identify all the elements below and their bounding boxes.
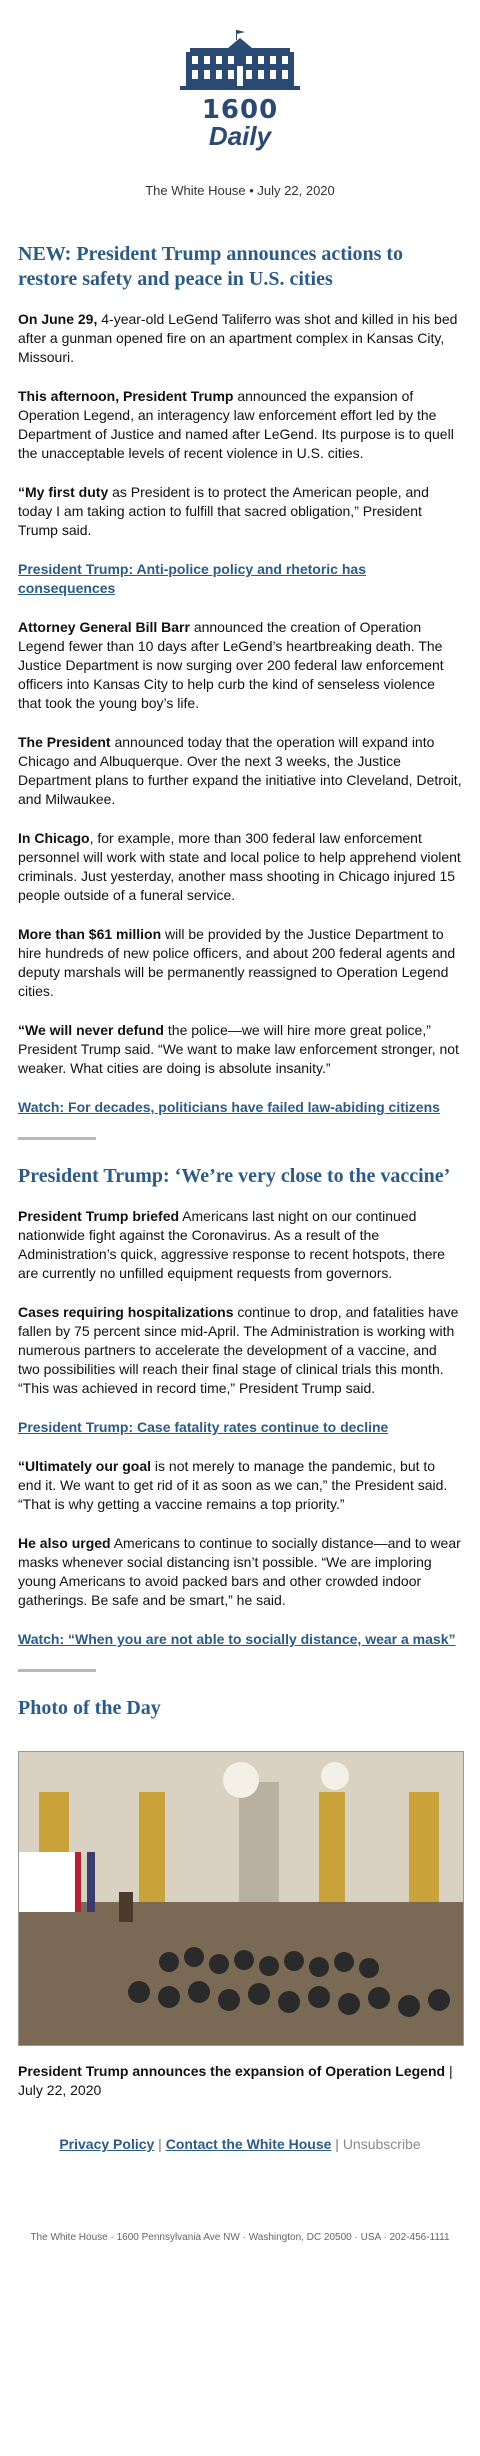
- paragraph-text: continue to drop, and fatalities have fallen by 75 percent since mid-April. The Administration is working with numerous partners to accelerate the development of a vaccine, and two possibilities will reach their final stage of clinical trials this month. “This was achieved in record time,” President Trump said.: [18, 1304, 459, 1396]
- caption-title: President Trump announces the expansion of Operation Legend: [18, 2063, 446, 2079]
- paragraph: [18, 1303, 462, 1398]
- contact-link[interactable]: Contact the White House: [165, 2136, 332, 2152]
- paragraph: [18, 733, 462, 809]
- paragraph: [18, 387, 462, 463]
- paragraph-lead: On June 29,: [18, 311, 98, 327]
- white-house-icon: [170, 28, 310, 92]
- paragraph: [18, 829, 462, 905]
- watch-mask-link[interactable]: Watch: “When you are not able to socially distance, wear a mask”: [18, 1631, 456, 1647]
- paragraph-lead: This afternoon, President Trump: [18, 388, 234, 404]
- link-line: [18, 560, 462, 598]
- section-title: President Trump: ‘We’re very close to the vaccine’: [18, 1165, 451, 1187]
- paragraph-lead: “We will never defund: [18, 1022, 164, 1038]
- paragraph-lead: The President: [18, 734, 111, 750]
- unsubscribe-link[interactable]: Unsubscribe: [342, 2136, 421, 2152]
- paragraph-text: , for example, more than 300 federal law enforcement personnel will work with state and local police to help apprehend violent criminals. Just yesterday, another mass shooting in Chicago injured 15 people outside of a funeral service.: [18, 830, 461, 903]
- paragraph: [18, 483, 462, 540]
- paragraph-text: Americans to continue to socially distance—and to wear masks whenever social distancing isn’t possible. “We are imploring young Americans to avoid packed bars and other crowded indoor gatherings. Be safe and be smart,” he said.: [18, 1535, 461, 1608]
- divider: [18, 1137, 96, 1140]
- photo-image: [19, 1752, 463, 2045]
- logo[interactable]: [170, 28, 310, 149]
- section-title: NEW: President Trump announces actions to restore safety and peace in U.S. cities: [18, 243, 404, 290]
- email-header: [0, 0, 480, 198]
- divider: [18, 1669, 96, 1672]
- paragraph: [18, 618, 462, 713]
- link-line: [18, 1630, 462, 1649]
- section-photo: [0, 1696, 480, 2243]
- logo-word: Daily: [208, 121, 272, 151]
- paragraph: [18, 310, 462, 367]
- anti-police-link[interactable]: President Trump: Anti-police policy and rhetoric has consequences: [18, 561, 366, 596]
- paragraph-text: as President is to protect the American people, and today I am taking action to fulfill that sacred obligation,” President Trump said.: [18, 484, 429, 538]
- paragraph-text: announced the creation of Operation Legend fewer than 10 days after LeGend’s heartbreaking death. The Justice Department is now surging over 200 federal law enforcement officers into Kansas City to help curb the kind of senseless violence that took the young boy’s life.: [18, 619, 444, 711]
- section-operation-legend: [0, 242, 480, 1140]
- link-line: [18, 1098, 462, 1117]
- footer-separator: |: [154, 2136, 166, 2152]
- photo-of-the-day[interactable]: [18, 1751, 464, 2046]
- paragraph-lead: “Ultimately our goal: [18, 1458, 152, 1474]
- paragraph-text: announced the expansion of Operation Legend, an interagency law enforcement effort led by the Department of Justice and named after LeGend. Its purpose is to quell the unacceptable levels of recent violence in U.S. cities.: [18, 388, 454, 461]
- section-vaccine: [0, 1164, 480, 1672]
- footer-links: [18, 2136, 462, 2152]
- paragraph-text: will be provided by the Justice Department to hire hundreds of new police officers, and about 200 federal agents and deputy marshals will be permanently reassigned to Operation Legend cities.: [18, 926, 456, 999]
- paragraph-lead: He also urged: [18, 1535, 111, 1551]
- paragraph-lead: In Chicago: [18, 830, 90, 846]
- logo-number: 1600: [201, 95, 279, 125]
- paragraph-text: 4-year-old LeGend Taliferro was shot and killed in his bed after a gunman opened fire on an apartment complex in Kansas City, Missouri.: [18, 311, 458, 365]
- paragraph-lead: Attorney General Bill Barr: [18, 619, 190, 635]
- privacy-policy-link[interactable]: Privacy Policy: [59, 2136, 155, 2152]
- footer-separator: |: [331, 2136, 343, 2152]
- paragraph-lead: More than $61 million: [18, 926, 162, 942]
- paragraph-text: announced today that the operation will expand into Chicago and Albuquerque. Over the next 3 weeks, the Justice Department plans to further expand the initiative into Cleveland, Detroit, and Milwaukee.: [18, 734, 462, 807]
- watch-politicians-link[interactable]: Watch: For decades, politicians have failed law-abiding citizens: [18, 1099, 440, 1115]
- photo-caption: [18, 2062, 462, 2100]
- paragraph-lead: Cases requiring hospitalizations: [18, 1304, 234, 1320]
- paragraph: [18, 1021, 462, 1078]
- caption-date: | July 22, 2020: [18, 2063, 453, 2098]
- paragraph-lead: “My first duty: [18, 484, 109, 500]
- case-fatality-link[interactable]: President Trump: Case fatality rates continue to decline: [18, 1419, 389, 1435]
- section-title: Photo of the Day: [18, 1697, 161, 1719]
- paragraph-lead: President Trump briefed: [18, 1208, 180, 1224]
- dateline: The White House • July 22, 2020: [145, 183, 335, 198]
- link-line: [18, 1418, 462, 1437]
- paragraph-text: is not merely to manage the pandemic, but to end it. We want to get rid of it as soon as we can,” the President said. “That is why getting a vaccine remains a top priority.”: [18, 1458, 448, 1512]
- paragraph: [18, 1457, 462, 1514]
- paragraph-text: the police—we will hire more great police,” President Trump said. “We want to make law enforcement stronger, not weaker. What cities are doing is absolute insanity.”: [18, 1022, 459, 1076]
- logo-wordmark: [170, 96, 310, 149]
- footer-address: The White House · 1600 Pennsylvania Ave NW · Washington, DC 20500 · USA · 202-456-1111: [30, 2232, 450, 2243]
- paragraph-text: Americans last night on our continued nationwide fight against the Coronavirus. As a result of the Administration’s quick, aggressive response to recent hotspots, there are currently no unfilled equipment requests from governors.: [18, 1208, 445, 1281]
- paragraph: [18, 1534, 462, 1610]
- paragraph: [18, 1207, 462, 1283]
- paragraph: [18, 925, 462, 1001]
